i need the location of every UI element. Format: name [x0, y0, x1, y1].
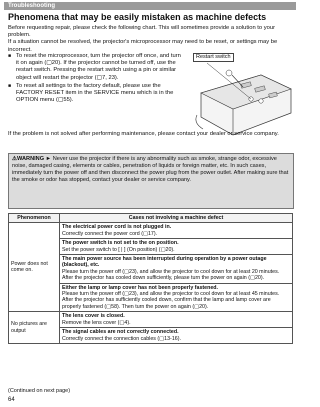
case-detail: Correctly connect the power cord (▢17).	[62, 230, 158, 237]
closing-text: If the problem is not solved after performing maintenance, please contact your dealer or service company.	[8, 131, 279, 137]
case-title: The electrical power cord is not plugged in.	[62, 224, 172, 231]
bullet-text: To reset all settings to the factory default, please use the FACTORY RESET item in the SERVICE menu which is in the OPTION menu (▢55).	[16, 82, 174, 104]
case-detail: Please turn the power off (▢23), and allow the projector to cool down for at least 20 minutes. After the projector has cooled down sufficiently, please turn the power on again (▢20).	[62, 268, 280, 282]
case-cell	[60, 255, 293, 284]
column-header: Cases not involving a machine defect	[60, 214, 293, 223]
case-title: The signal cables are not correctly connected.	[62, 329, 179, 336]
case-detail: Correctly connect the connection cables (▢13-16).	[62, 335, 181, 342]
bullet-text: To reset the microprocessor, turn the projector off once, and turn it on again (▢20). If the projector cannot be turned off, use the restart switch. Pressing the restart switch using a pin or similar object will restart the projector (▢7, 23).	[16, 53, 181, 81]
column-header: Phenomenon	[9, 214, 60, 223]
intro-paragraph: If a situation cannot be resolved, the projector's microprocessor may need to be reset, or settings may be incorrect.	[8, 39, 278, 53]
phenomenon-cell: Power does not come on.	[9, 223, 60, 312]
intro-text	[8, 25, 294, 54]
troubleshooting-table	[8, 213, 293, 344]
page-title: Phenomena that may be easily mistaken as machine defects	[8, 12, 267, 22]
case-title: The lens cover is closed.	[62, 313, 125, 320]
warning-box	[8, 153, 294, 209]
table-row	[9, 223, 293, 239]
bullet-icon: ■	[8, 82, 12, 89]
restart-switch-label: Restart switch	[193, 53, 234, 62]
page-number: 64	[8, 397, 15, 403]
case-detail: Remove the lens cover (▢4).	[62, 319, 131, 326]
restart-switch-figure	[191, 53, 294, 139]
table-row	[9, 312, 293, 328]
case-detail: Please turn the power off (▢23), and allow the projector to cool down for at least 45 minutes. After the projector has sufficiently cooled down, confirm that the lamp and lamp cover are properly fastened (▢58). Then turn the power on again (▢20).	[62, 291, 280, 310]
case-title: The power switch is not set to the on position.	[62, 240, 179, 247]
case-cell	[60, 239, 293, 255]
table-header-row	[9, 214, 293, 223]
warning-text: ► Never use the projector if there is any abnormality such as smoke, strange odor, excessive noise, damaged casing, elements or cables, penetration of liquids or foreign matter, etc. In such cases, immediately turn the power off and then disconnect the power plug from the power outlet. After making sure that the smoke or odor has stopped, contact your dealer or service company.	[12, 156, 289, 183]
case-cell	[60, 223, 293, 239]
warning-label: ⚠WARNING	[12, 156, 45, 162]
case-detail: Set the power switch to [ | ] (On position) (▢20).	[62, 246, 175, 253]
bullet-item	[8, 83, 183, 105]
bullet-icon: ■	[8, 53, 12, 59]
case-cell	[60, 328, 293, 344]
reset-bullets	[8, 53, 183, 105]
bullet-item	[8, 53, 183, 82]
case-title: The main power source has been interrupted during operation by a power outage (blackout), etc.	[62, 256, 267, 269]
case-cell	[60, 283, 293, 312]
case-cell	[60, 312, 293, 328]
case-title: Either the lamp or lamp cover has not been properly fastened.	[62, 284, 219, 291]
section-header: Troubleshooting	[8, 3, 55, 9]
intro-paragraph: Before requesting repair, please check the following chart. This will sometimes provide a solution to your problem.	[8, 25, 276, 39]
phenomenon-cell: No pictures are output	[9, 312, 60, 344]
continued-note: (Continued on next page)	[8, 388, 71, 394]
projector-illustration	[191, 53, 294, 139]
